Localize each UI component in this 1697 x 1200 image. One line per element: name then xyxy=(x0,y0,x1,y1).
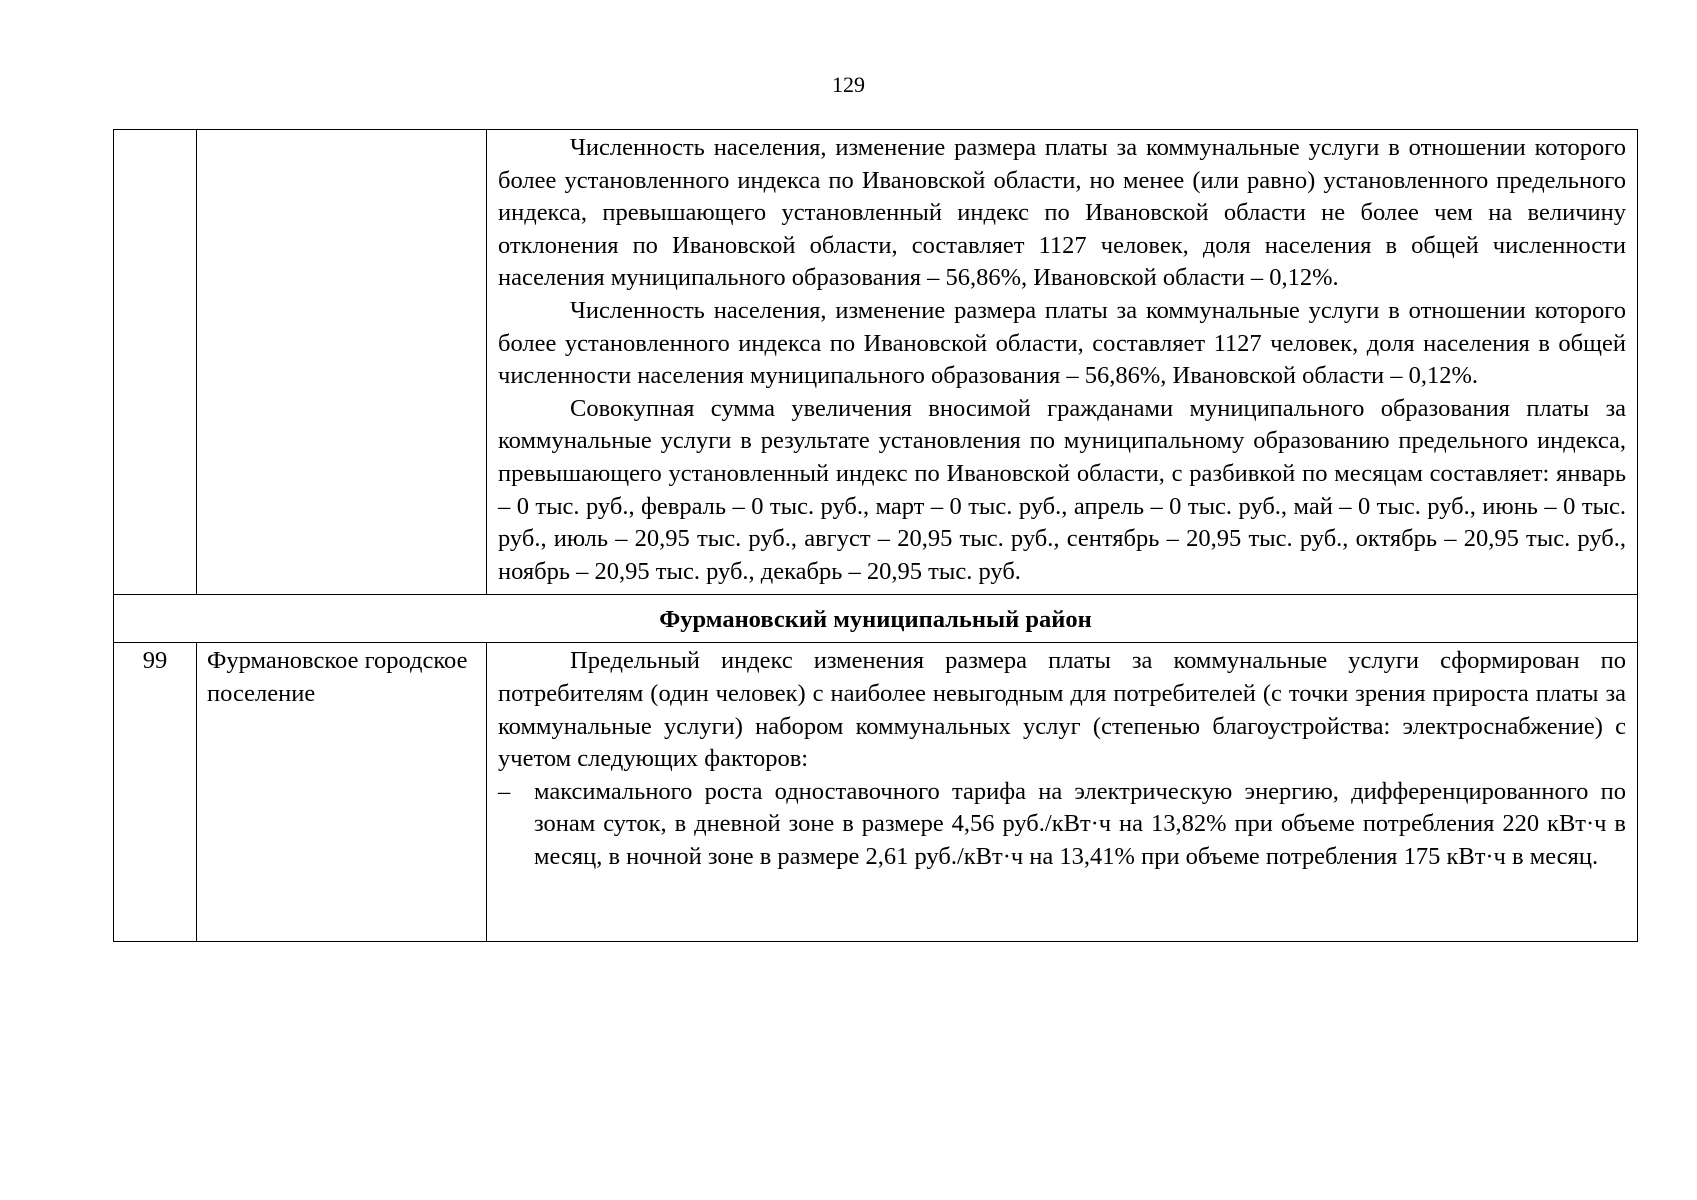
table-row xyxy=(114,643,1638,942)
list-item xyxy=(498,776,1626,874)
row-number: 99 xyxy=(114,643,197,942)
description-cell xyxy=(487,643,1638,942)
page-number: 129 xyxy=(832,72,865,97)
municipality-cell xyxy=(197,130,487,595)
tariff-index-table xyxy=(113,129,1638,942)
table-row xyxy=(114,130,1638,595)
paragraph: Предельный индекс изменения размера платы за коммунальные услуги сформирован по потребителям (один человек) с наиболее невыгодным для потребителей (с точки зрения прироста платы за коммунальные услуги) набором коммунальных услуг (степенью благоустройства: электроснабжение) с учетом следующих факторов: xyxy=(498,647,1626,773)
paragraph: Численность населения, изменение размера платы за коммунальные услуги в отношении которого более установленного индекса по Ивановской области, но менее (или равно) установленного предельного индекса, превышающего установленный индекс по Ивановской области не более чем на величину отклонения по Ивановской области, составляет 1127 человек, доля населения в общей численности населения муниципального образования – 56,86%, Ивановской области – 0,12%. xyxy=(498,134,1626,292)
section-header: Фурмановский муниципальный район xyxy=(114,595,1638,643)
paragraph: Численность населения, изменение размера платы за коммунальные услуги в отношении которого более установленного индекса по Ивановской области, составляет 1127 человек, доля населения в общей численности населения муниципального образования – 56,86%, Ивановской области – 0,12%. xyxy=(498,296,1626,390)
paragraph: Совокупная сумма увеличения вносимой гражданами муниципального образования платы за коммунальные услуги в результате установления по муниципальному образованию предельного индекса, превышающего установленный индекс по Ивановской области, с разбивкой по месяцам составляет: январь – 0 тыс. руб., февраль – 0 тыс. руб., март – 0 тыс. руб., апрель – 0 тыс. руб., май – 0 тыс. руб., июнь – 0 тыс. руб., июль – 20,95 тыс. руб., август – 20,95 тыс. руб., сентябрь – 20,95 тыс. руб., октябрь – 20,95 тыс. руб., ноябрь – 20,95 тыс. руб., декабрь – 20,95 тыс. руб. xyxy=(498,394,1626,585)
number-cell xyxy=(114,130,197,595)
dash-marker: – xyxy=(498,777,511,805)
description-cell xyxy=(487,130,1638,595)
municipality-name: Фурмановское городское поселение xyxy=(197,643,487,942)
section-header-row xyxy=(114,595,1638,643)
list-item-text: максимального роста одноставочного тарифа на электрическую энергию, дифференцированного по зонам суток, в дневной зоне в размере 4,56 руб./кВт·ч на 13,82% при объеме потребления 220 кВт·ч в месяц, в ночной зоне в размере 2,61 руб./кВт·ч на 13,41% при объеме потребления 175 кВт·ч в месяц. xyxy=(534,777,1626,870)
